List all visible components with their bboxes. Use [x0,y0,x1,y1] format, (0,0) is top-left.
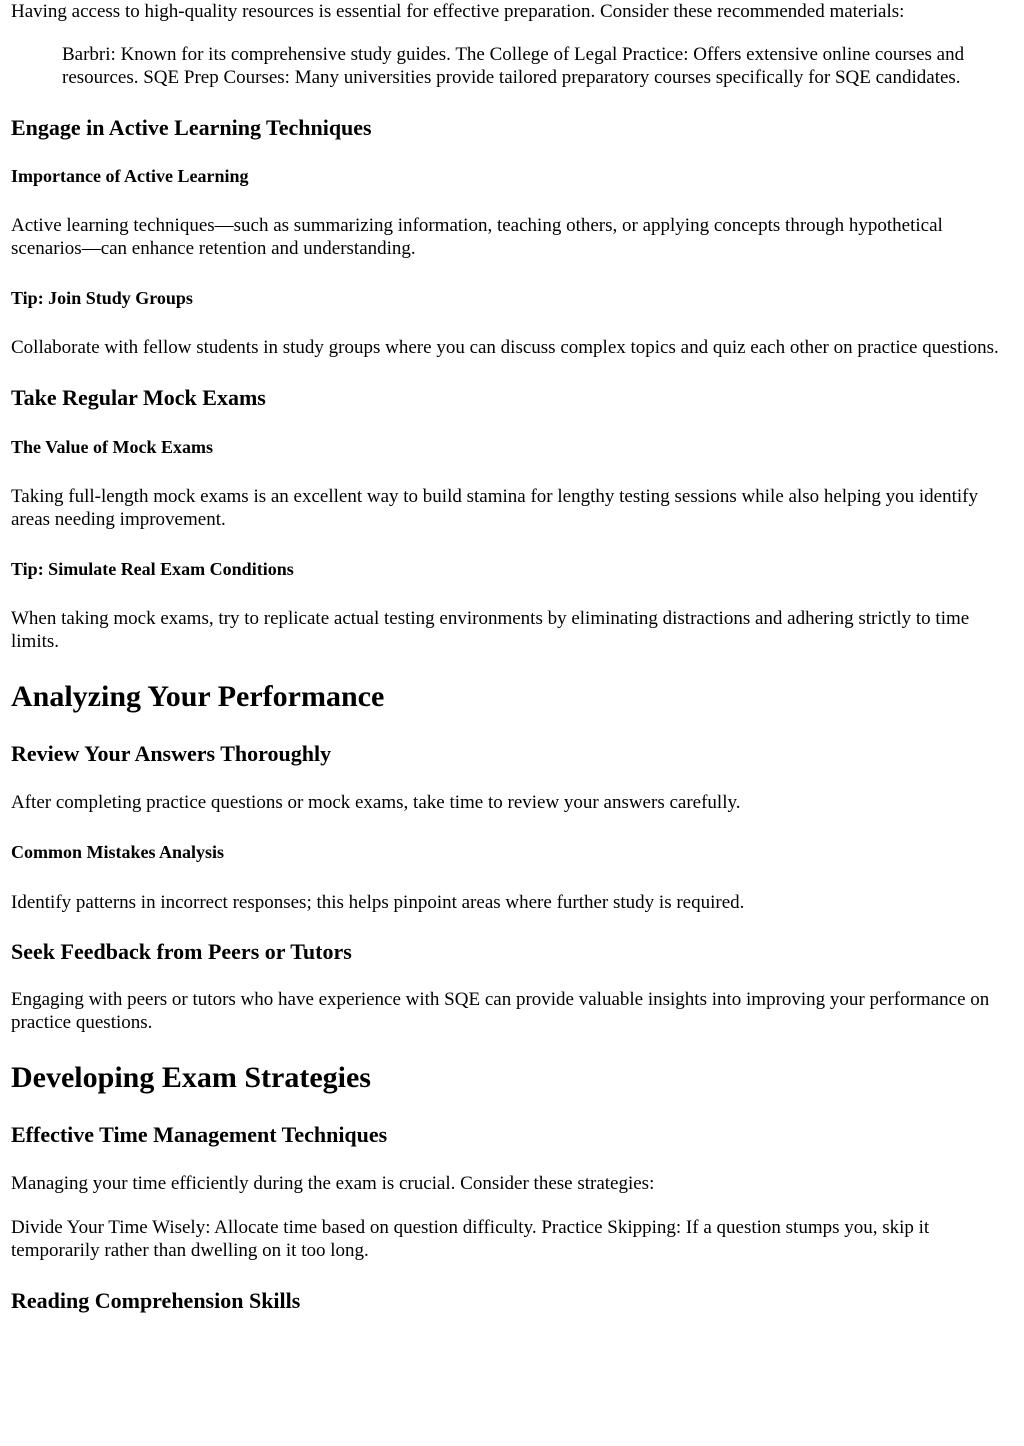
study-groups-tip-heading: Tip: Join Study Groups [11,288,193,308]
review-paragraph: After completing practice questions or mock exams, take time to review your answers carefully. [11,792,741,813]
simulate-tip-heading: Tip: Simulate Real Exam Conditions [11,559,294,579]
mistakes-paragraph: Identify patterns in incorrect responses; this helps pinpoint areas where further study is required. [11,892,745,913]
reading-comprehension-heading: Reading Comprehension Skills [11,1288,301,1313]
strategies-heading: Developing Exam Strategies [11,1061,371,1094]
importance-heading: Importance of Active Learning [11,166,249,186]
performance-heading: Analyzing Your Performance [11,680,385,713]
study-groups-paragraph: Collaborate with fellow students in study groups where you can discuss complex topics and quiz each other on practice questions. [11,337,999,358]
mistakes-heading: Common Mistakes Analysis [11,842,225,862]
mock-exams-heading: Take Regular Mock Exams [11,385,266,410]
mock-value-paragraph: Taking full-length mock exams is an excellent way to build stamina for lengthy testing sessions while also helping you identify areas needing improvement. [11,486,978,530]
intro-paragraph: Having access to high-quality resources is essential for effective preparation. Consider these recommended materials: [11,1,905,22]
time-strategies-list: Divide Your Time Wisely: Allocate time based on question difficulty. Practice Skipping: If a question stumps you, skip it temporarily rather than dwelling on it too long. [11,1217,930,1261]
feedback-paragraph: Engaging with peers or tutors who have experience with SQE can provide valuable insights into improving your performance on practice questions. [11,989,990,1033]
importance-paragraph: Active learning techniques—such as summarizing information, teaching others, or applying concepts through hypothetical scenarios—can enhance retention and understanding. [11,215,943,259]
review-heading: Review Your Answers Thoroughly [11,741,332,766]
time-management-paragraph: Managing your time efficiently during the exam is crucial. Consider these strategies: [11,1173,655,1194]
active-learning-heading: Engage in Active Learning Techniques [11,115,372,140]
feedback-heading: Seek Feedback from Peers or Tutors [11,939,352,964]
mock-value-heading: The Value of Mock Exams [11,437,214,457]
simulate-paragraph: When taking mock exams, try to replicate actual testing environments by eliminating distractions and adhering strictly to time limits. [11,608,970,652]
time-management-heading: Effective Time Management Techniques [11,1122,388,1147]
materials-blockquote: Barbri: Known for its comprehensive study guides. The College of Legal Practice: Offers extensive online courses and resources. SQE Prep Courses: Many universities provide tailored preparatory courses specifically for SQE candidates. [62,44,965,88]
